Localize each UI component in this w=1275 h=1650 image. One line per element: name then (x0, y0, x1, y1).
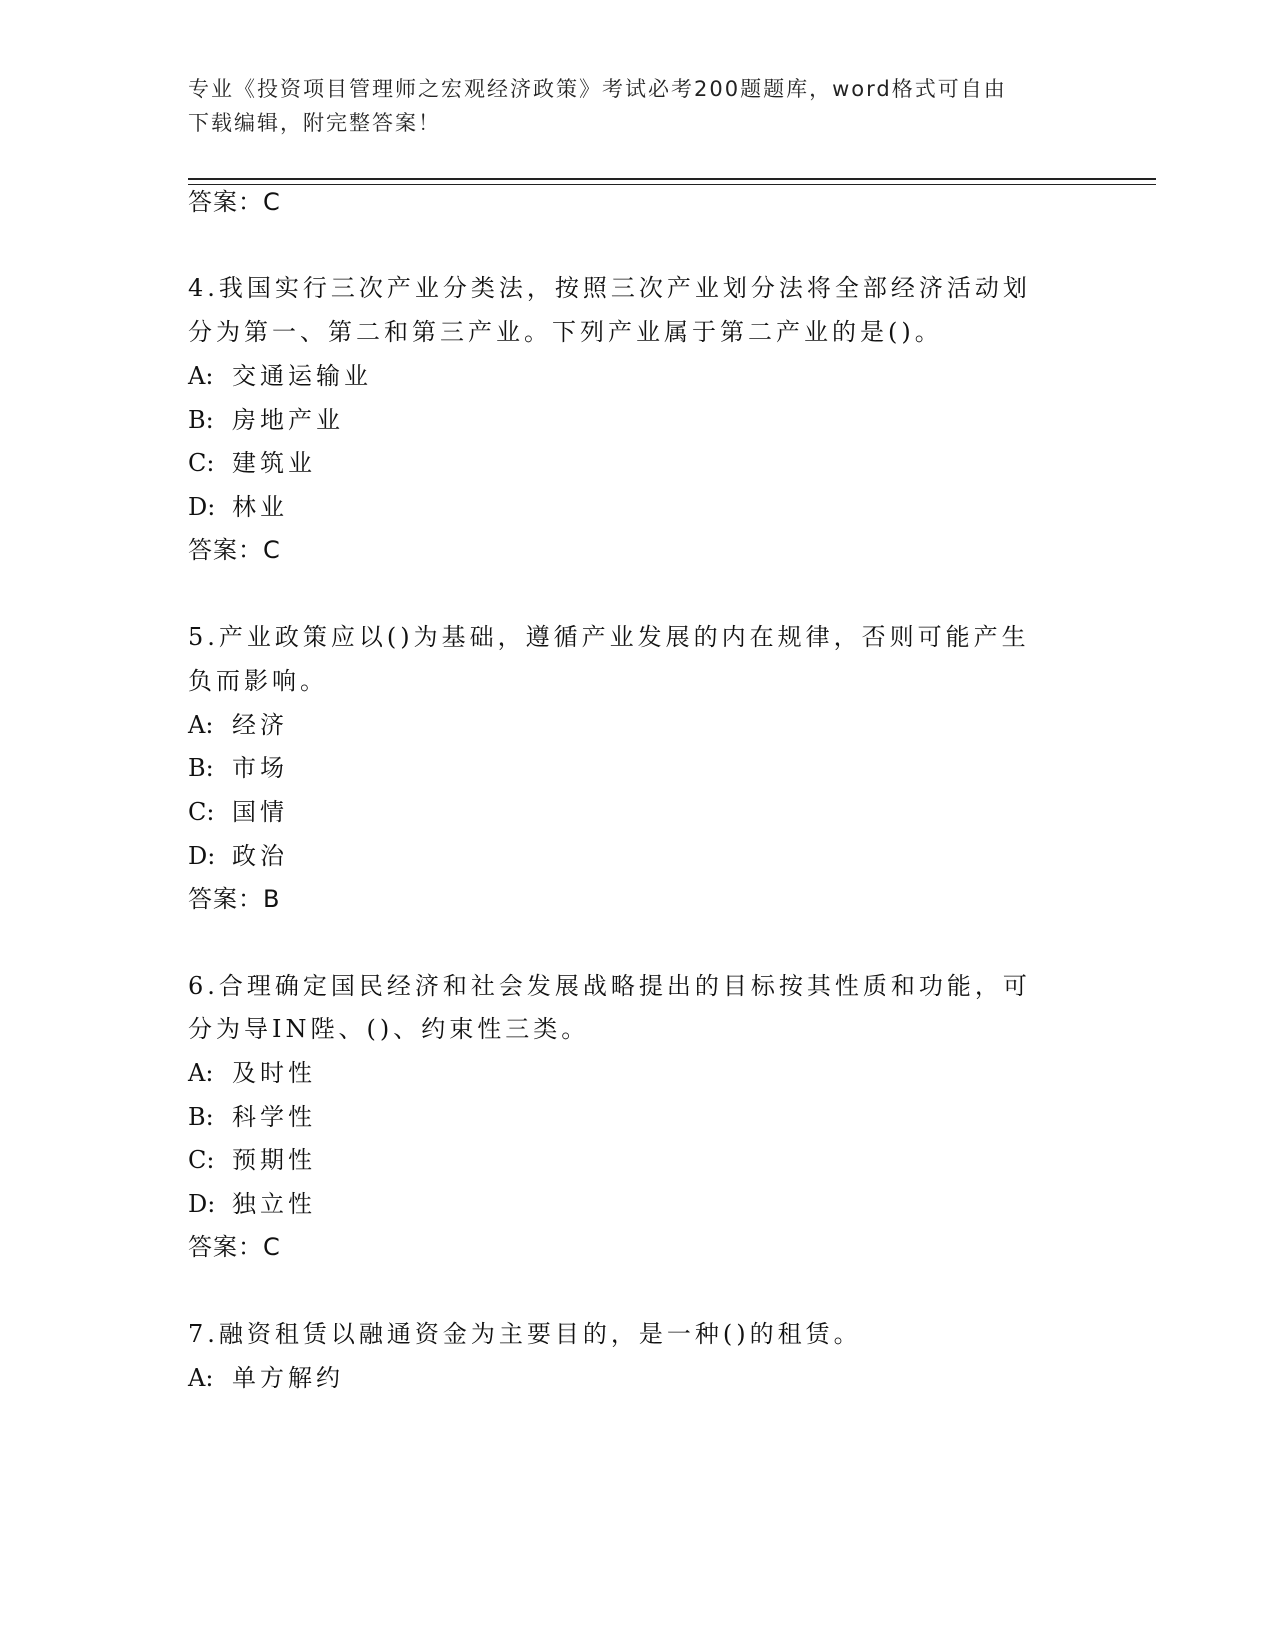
option-label: A: (188, 362, 214, 390)
option-text: 政治 (232, 842, 288, 870)
option-text: 国情 (232, 798, 288, 826)
option-text: 建筑业 (232, 449, 316, 477)
question-stem-line: 5.产业政策应以()为基础，遵循产业发展的内在规律，否则可能产生 (188, 623, 1030, 651)
question-stem-line: 分为导IN陛、()、约束性三类。 (188, 1015, 590, 1043)
option-text: 房地产业 (232, 406, 344, 434)
answer-line: 答案：C (188, 188, 281, 216)
question-stem-line: 负而影响。 (188, 667, 328, 695)
option-label: B: (188, 1103, 214, 1131)
answer-line: 答案：C (188, 1233, 281, 1261)
option-label: B: (188, 754, 214, 782)
option-line (188, 1057, 316, 1089)
option-text: 科学性 (232, 1103, 316, 1131)
option-text: 经济 (232, 711, 288, 739)
option-line (188, 1362, 344, 1394)
document-header (188, 72, 1068, 140)
option-text: 交通运输业 (232, 362, 372, 390)
option-label: C: (188, 798, 215, 826)
option-label: A: (188, 1059, 214, 1087)
option-label: D: (188, 842, 216, 870)
option-line (188, 491, 288, 523)
answer-line: 答案：C (188, 536, 281, 564)
option-line (188, 447, 316, 479)
option-line (188, 360, 372, 392)
option-line (188, 1188, 316, 1220)
option-label: C: (188, 449, 215, 477)
option-label: D: (188, 493, 216, 521)
option-line (188, 840, 288, 872)
question-stem-line: 4.我国实行三次产业分类法，按照三次产业划分法将全部经济活动划 (188, 274, 1031, 302)
option-label: D: (188, 1190, 216, 1218)
header-line-1: 专业《投资项目管理师之宏观经济政策》考试必考200题题库，word格式可自由 (188, 77, 1007, 101)
option-label: A: (188, 711, 214, 739)
option-label: A: (188, 1364, 214, 1392)
option-text: 林业 (232, 493, 288, 521)
header-line-2: 下载编辑，附完整答案！ (188, 111, 441, 135)
option-text: 市场 (232, 754, 288, 782)
option-text: 预期性 (232, 1146, 316, 1174)
header-divider-thick (188, 178, 1156, 180)
option-line (188, 709, 288, 741)
option-text: 单方解约 (232, 1364, 344, 1392)
question-stem-line: 6.合理确定国民经济和社会发展战略提出的目标按其性质和功能，可 (188, 972, 1031, 1000)
option-line (188, 404, 344, 436)
option-line (188, 796, 288, 828)
option-line (188, 1101, 316, 1133)
option-line (188, 752, 288, 784)
option-label: B: (188, 406, 214, 434)
question-stem-line: 7.融资租赁以融通资金为主要目的，是一种()的租赁。 (188, 1320, 862, 1348)
option-line (188, 1144, 316, 1176)
option-label: C: (188, 1146, 215, 1174)
question-stem-line: 分为第一、第二和第三产业。下列产业属于第二产业的是()。 (188, 318, 943, 346)
answer-line: 答案：B (188, 885, 281, 913)
header-divider-thin (188, 184, 1156, 185)
option-text: 及时性 (232, 1059, 316, 1087)
option-text: 独立性 (232, 1190, 316, 1218)
